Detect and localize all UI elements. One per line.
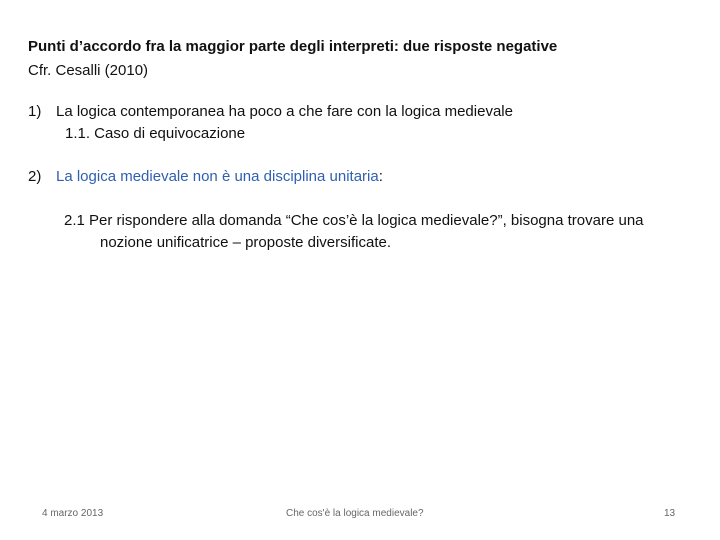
point-2-subpoint-line1: 2.1 Per rispondere alla domanda “Che cos’è la logica medievale?”, bisogna trovare una (64, 212, 644, 229)
footer-title: Che cos'è la logica medievale? (286, 508, 424, 519)
point-2-highlight: La logica medievale non è una disciplina unitaria (56, 168, 379, 185)
point-2-subpoint-line2: nozione unificatrice – proposte diversificate. (100, 234, 391, 251)
footer-date: 4 marzo 2013 (42, 508, 104, 519)
point-1-subpoint: 1.1. Caso di equivocazione (65, 125, 246, 142)
point-1-text: La logica contemporanea ha poco a che fare con la logica medievale (56, 103, 513, 120)
footer-page-number: 13 (664, 508, 676, 519)
point-1 (28, 103, 513, 120)
point-2-subpoint (64, 210, 704, 254)
point-2-number: 2) (28, 168, 42, 185)
reference-citation: Cfr. Cesalli (2010) (28, 62, 149, 79)
point-2 (28, 168, 383, 185)
slide-title: Punti d’accordo fra la maggior parte degli interpreti: due risposte negative (28, 38, 558, 55)
point-1-number: 1) (28, 103, 42, 120)
point-2-colon: : (378, 168, 383, 185)
